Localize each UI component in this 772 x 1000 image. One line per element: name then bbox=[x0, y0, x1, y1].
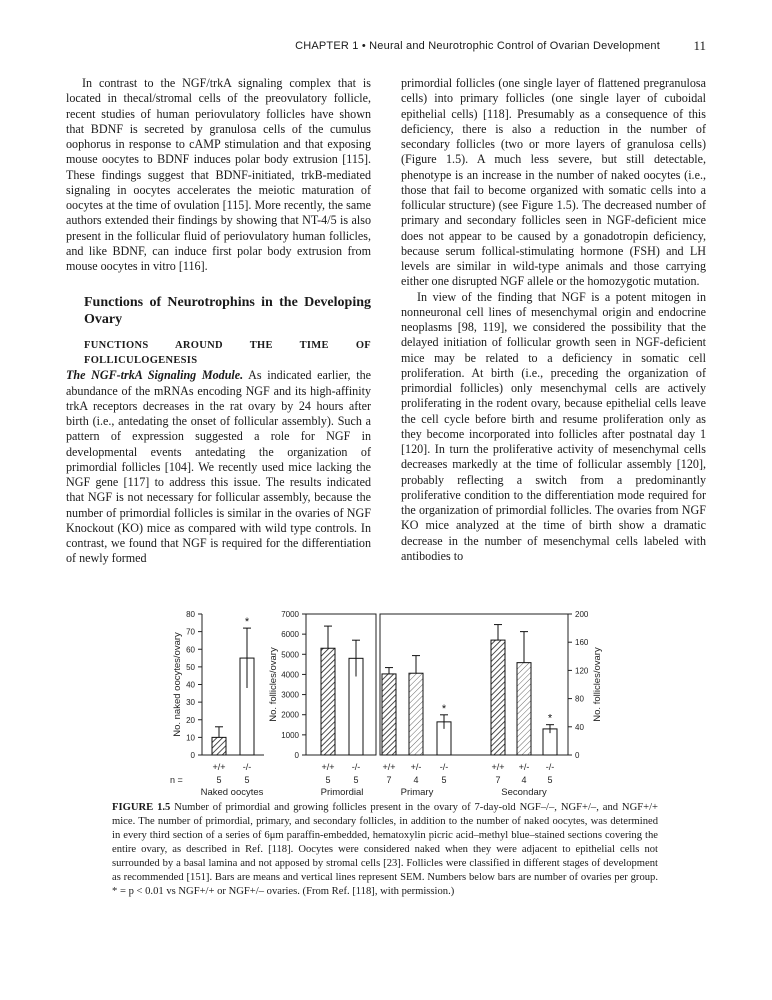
genotype-label: -/- bbox=[242, 762, 252, 772]
genotype-label: +/- bbox=[518, 762, 530, 772]
genotype-label: -/- bbox=[351, 762, 361, 772]
n-value: 5 bbox=[216, 775, 222, 785]
n-value: 5 bbox=[325, 775, 331, 785]
paragraph-text: As indicated earlier, the abundance of the mRNAs encoding NGF and its high-affinity trkA receptors decreases in the rat ovary by 24 hours after birth (i.e., antedating the onset of follicular assembly). Such a pattern of expression suggested a role for NGF in developmental events antedating the organization of primordial follicles [104]. We recently used mice lacking the NGF gene [117] to address this issue. The results indicated that NGF is not necessary for follicular assembly, because the number of primordial follicles is similar in the ovaries of NGF Knockout (KO) mice as compared with wild type controls. In contrast, we found that NGF is required for the differentiation of newly formed bbox=[66, 368, 371, 566]
caption-text: Number of primordial and growing follicles present in the ovary of 7-day-old NGF–/–, NGF+/–, and NGF+/+ mice. The number of primordial, primary, and secondary follicles, in addition to the number of naked oocytes, was determined in every third section of a series of 6μm paraffin-embedded, hematoxylin picric acid–methyl blue–stained sections covering the entire ovary, as described in Ref. [118]. Oocytes were considered naked when they were adjacent to epithelial cells not surrounded by a basal lamina and not apposed by stromal cells [23]. Follicles were classified in different stages of development as recommended [151]. Bars are means and vertical lines represent SEM. Numbers below bars are number of ovaries per group. * = p < 0.01 vs NGF+/+ or NGF+/– ovaries. (From Ref. [118], with permission.) bbox=[112, 802, 658, 897]
bar bbox=[491, 640, 505, 755]
y-tick-label: 70 bbox=[186, 627, 195, 637]
y-tick-label: 80 bbox=[575, 694, 584, 704]
y-tick-label: 2000 bbox=[281, 710, 299, 720]
significance-star: * bbox=[244, 616, 250, 629]
y-tick-label: 6000 bbox=[281, 630, 299, 640]
significance-star: * bbox=[441, 702, 447, 715]
page-number: 11 bbox=[693, 38, 706, 53]
figure-1-5 bbox=[168, 605, 608, 800]
y-axis-label: No. naked oocytes/ovary bbox=[172, 632, 183, 737]
bar bbox=[517, 663, 531, 755]
n-value: 5 bbox=[441, 775, 447, 785]
group-label: Secondary bbox=[501, 787, 547, 798]
plot-frame bbox=[380, 614, 568, 755]
significance-star: * bbox=[547, 712, 553, 725]
caption-label: FIGURE 1.5 bbox=[112, 802, 171, 813]
genotype-label: +/+ bbox=[491, 762, 505, 772]
n-value: 4 bbox=[413, 775, 419, 785]
y-tick-label: 120 bbox=[575, 666, 589, 676]
y-tick-label: 50 bbox=[186, 662, 195, 672]
y-tick-label: 40 bbox=[575, 722, 584, 732]
n-value: 4 bbox=[521, 775, 527, 785]
n-value: 5 bbox=[353, 775, 359, 785]
bar bbox=[212, 737, 226, 755]
group-label: Primary bbox=[400, 787, 434, 798]
y-tick-label: 0 bbox=[575, 751, 580, 760]
y-tick-label: 3000 bbox=[281, 690, 299, 700]
n-value: 5 bbox=[547, 775, 553, 785]
running-title: CHAPTER 1 • Neural and Neurotrophic Control of Ovarian Development bbox=[295, 40, 660, 52]
y-tick-label: 1000 bbox=[281, 730, 299, 740]
y-tick-label: 20 bbox=[186, 715, 195, 725]
subsection-heading: FUNCTIONS AROUND THE TIME OF FOLLICULOGENESIS bbox=[84, 340, 371, 367]
y-tick-label: 7000 bbox=[281, 610, 299, 619]
plot-frame bbox=[306, 614, 376, 755]
left-column bbox=[66, 76, 371, 567]
bar bbox=[382, 674, 396, 755]
paragraph: primordial follicles (one single layer of flattened pregranulosa cells) into primary follicles (one single layer of cuboidal epithelial cells) [118]. Presumably as a consequence of this deficiency, there is also a reduction in the number of secondary follicles (two or more layers of granulosa cells) (Figure 1.5). A much less severe, but still detectable, phenotype is an increase in the number of naked oocytes (i.e., those that fail to become organized with somatic cells into a follicular structure) (see Figure 1.5). The decreased number of primary and secondary follicles seen in NGF-deficient mice does not appear to be caused by a gonadotropin deficiency, because serum follical-stimulating hormone (FSH) and LH levels are similar in wild-type animals and those carrying either one disrupted NGF allele or the homozygotic mutation. bbox=[401, 76, 706, 289]
y-tick-label: 0 bbox=[190, 751, 195, 760]
running-head bbox=[66, 38, 706, 56]
bar bbox=[321, 648, 335, 755]
bar bbox=[409, 673, 423, 755]
y-tick-label: 40 bbox=[186, 680, 195, 690]
genotype-label: +/+ bbox=[212, 762, 226, 772]
y-tick-label: 30 bbox=[186, 698, 195, 708]
section-heading: Functions of Neurotrophins in the Developing Ovary bbox=[84, 295, 371, 328]
y-tick-label: 200 bbox=[575, 610, 589, 619]
y-axis-label: No. follicles/ovary bbox=[268, 647, 279, 722]
y-tick-label: 60 bbox=[186, 645, 195, 655]
y-tick-label: 80 bbox=[186, 610, 195, 619]
figure-caption bbox=[112, 801, 658, 899]
y-tick-label: 160 bbox=[575, 638, 589, 648]
y-tick-label: 10 bbox=[186, 733, 195, 743]
bar-chart-figure bbox=[168, 605, 608, 800]
n-value: 5 bbox=[244, 775, 250, 785]
group-label: Primordial bbox=[320, 787, 364, 798]
genotype-label: +/+ bbox=[321, 762, 335, 772]
y-tick-label: 0 bbox=[294, 751, 299, 760]
genotype-label: +/+ bbox=[382, 762, 396, 772]
y-axis-label: No. follicles/ovary bbox=[592, 647, 603, 722]
y-tick-label: 5000 bbox=[281, 650, 299, 660]
group-label: Naked oocytes bbox=[200, 787, 264, 798]
genotype-label: +/- bbox=[410, 762, 422, 772]
genotype-label: -/- bbox=[545, 762, 555, 772]
paragraph bbox=[66, 368, 371, 566]
right-column bbox=[401, 76, 706, 564]
paragraph: In contrast to the NGF/trkA signaling complex that is located in thecal/stromal cells of the preovulatory follicle, recent studies of human periovulatory follicles have shown that BDNF is secreted by granulosa cells of the cumulus oophorus in response to cAMP stimulation and that exposing mouse oocytes to BDNF induces polar body extrusion [115]. These findings suggest that BDNF-initiated, trkB-mediated signaling in oocytes accelerates the meiotic maturation of oocytes at the time of ovulation [115]. More recently, the same authors extended their findings by showing that NT-4/5 is also present in the follicular fluid of periovulatory human follicles, and like BDNF, can induce first polar body extrusion from mouse oocytes in vitro [116]. bbox=[66, 76, 371, 273]
run-in-heading: The NGF-trkA Signaling Module. bbox=[66, 368, 244, 383]
n-label: n = bbox=[170, 775, 183, 785]
n-value: 7 bbox=[495, 775, 501, 785]
n-value: 7 bbox=[386, 775, 392, 785]
genotype-label: -/- bbox=[439, 762, 449, 772]
paragraph: In view of the finding that NGF is a potent mitogen in nonneuronal cell lines of mesenchymal origin and endocrine neoplasms [98, 119], we considered the possibility that the delayed initiation of follicular growth seen in NGF-deficient mice may be related to a deficiency in somatic cell proliferation. At birth (i.e., preceding the organization of primordial follicles) only mesenchymal cells are actively proliferating in the rodent ovary, because epithelial cells leave the cell cycle before birth and resume proliferation only as they become incorporated into follicles after postnatal day 1 [120]. In turn the proliferative activity of mesenchymal cells decreases markedly at the time of follicular assembly [120], probably reflecting a switch from a predominantly proliferative condition to the differentiation mode required for the organization of primordial follicles. The ovaries from NGF KO mice analyzed at the time of birth show a dramatic decrease in the number of mesenchymal cells labeled with antibodies to bbox=[401, 289, 706, 563]
y-tick-label: 4000 bbox=[281, 670, 299, 680]
